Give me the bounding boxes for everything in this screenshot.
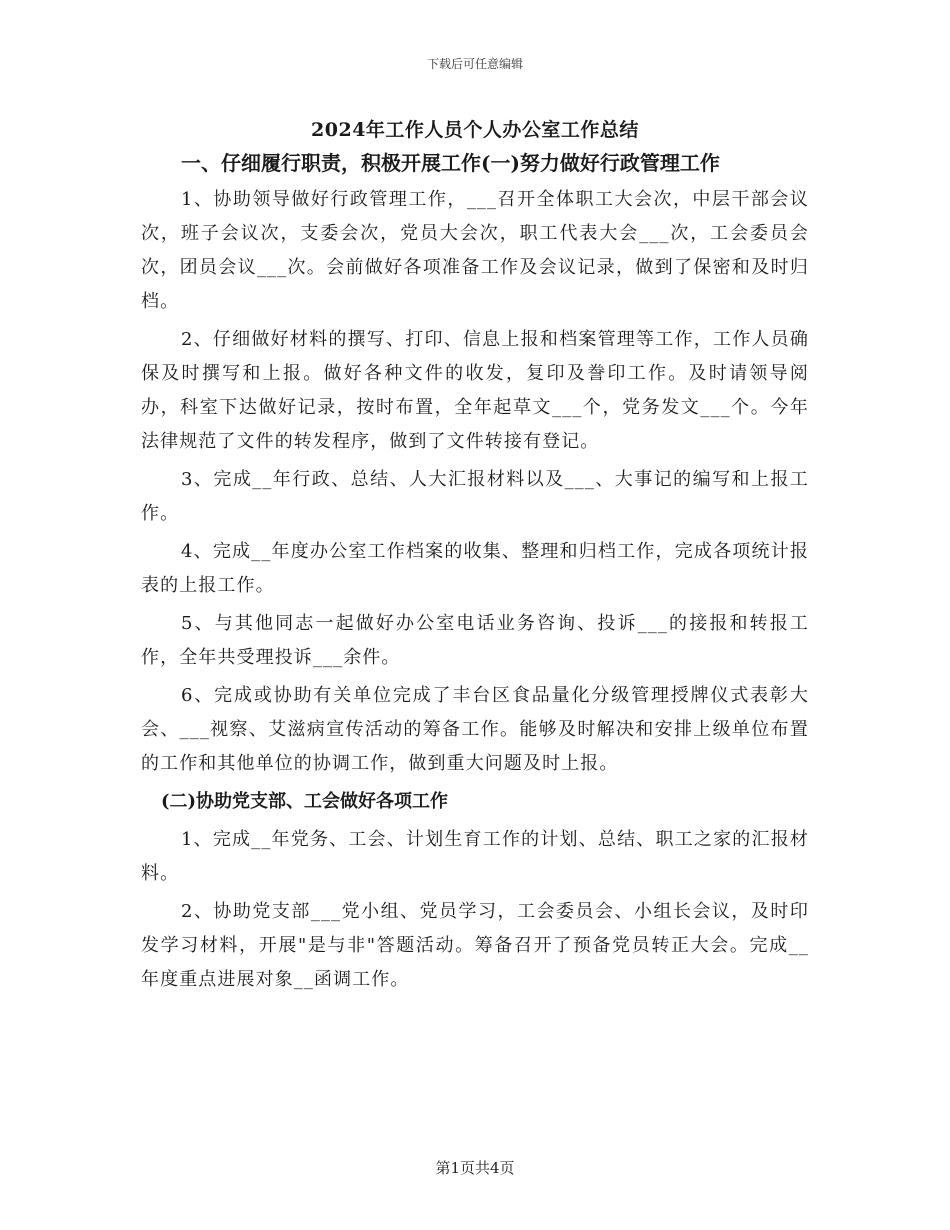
section1-paragraph-4: 4、完成__年度办公室工作档案的收集、整理和归档工作，完成各项统计报表的上报工作。: [141, 541, 809, 596]
section1-paragraph-5: 5、与其他同志一起做好办公室电话业务咨询、投诉___的接报和转报工作，全年共受理投诉___余件。: [141, 613, 809, 668]
section1-paragraph-3: 3、完成__年行政、总结、人大汇报材料以及___、大事记的编写和上报工作。: [141, 469, 809, 524]
section2-paragraph-1: 1、完成__年党务、工会、计划生育工作的计划、总结、职工之家的汇报材料。: [141, 829, 809, 884]
section1-paragraph-2: 2、仔细做好材料的撰写、打印、信息上报和档案管理等工作，工作人员确保及时撰写和上报。做好各种文件的收发，复印及誊印工作。及时请领导阅办，科室下达做好记录，按时布置，全年起草文___个，党务发文___个。今年法律规范了文件的转发程序，做到了文件转接有登记。: [141, 329, 809, 452]
section1-heading: 一、仔细履行职责，积极开展工作(一)努力做好行政管理工作: [181, 151, 720, 175]
section2-heading: (二)协助党支部、工会做好各项工作: [161, 791, 449, 812]
page-number: 第1页共4页: [435, 1159, 515, 1177]
page-header-note: 下载后可任意编辑: [426, 57, 523, 71]
section1-paragraph-1: 1、协助领导做好行政管理工作，___召开全体职工大会次，中层干部会议次，班子会议次，支委会次，党员大会次，职工代表大会___次，工会委员会次，团员会议___次。会前做好各项准备工作及会议记录，做到了保密和及时归档。: [141, 189, 809, 312]
section2-paragraph-2: 2、协助党支部___党小组、党员学习，工会委员会、小组长会议，及时印发学习材料，开展"是与非"答题活动。筹备召开了预备党员转正大会。完成__年度重点进展对象__函调工作。: [141, 901, 809, 990]
document-title: 2024年工作人员个人办公室工作总结: [311, 119, 639, 141]
document-body: [141, 147, 809, 1001]
section1-paragraph-6: 6、完成或协助有关单位完成了丰台区食品量化分级管理授牌仪式表彰大会、___视察、艾滋病宣传活动的筹备工作。能够及时解决和安排上级单位布置的工作和其他单位的协调工作，做到重大问题及时上报。: [141, 685, 809, 774]
